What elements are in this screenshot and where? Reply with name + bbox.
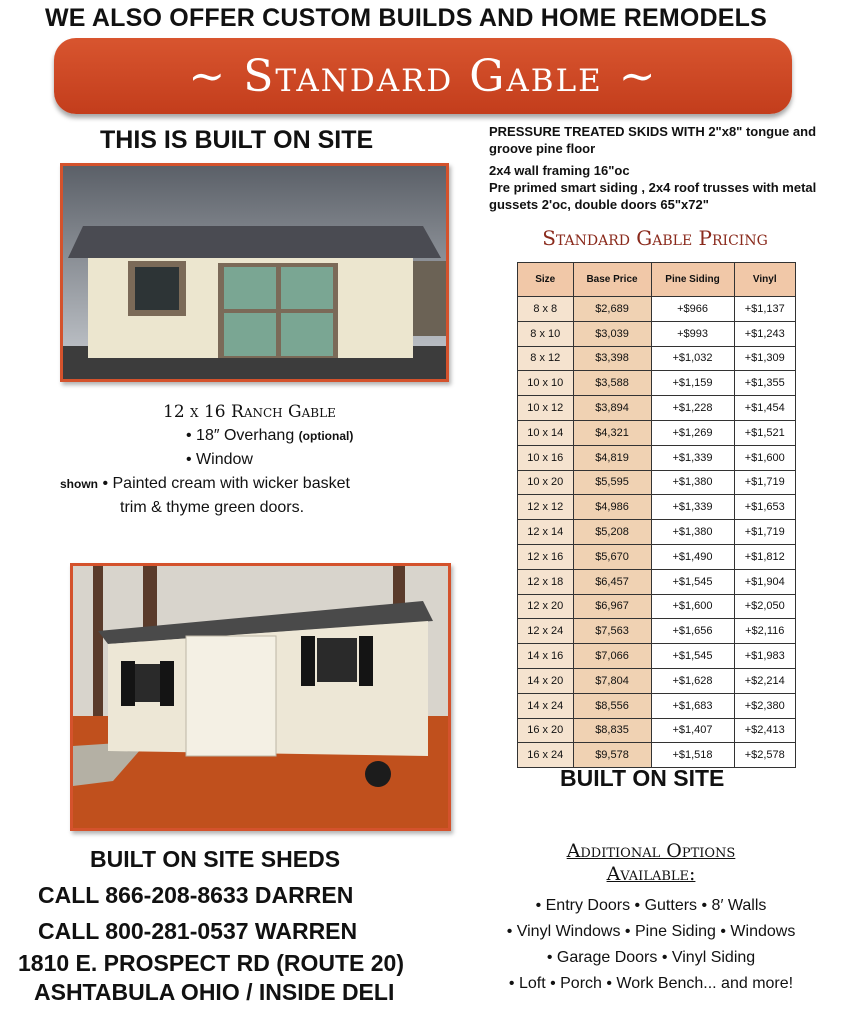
pricing-table [517,262,796,768]
cell-base-price: $7,563 [573,619,651,644]
cell-vinyl: +$1,904 [734,569,796,594]
pricing-row [518,569,796,594]
caption-bullet-window: • Window [186,451,253,468]
pricing-row [518,718,796,743]
cell-size: 12 x 24 [518,619,574,644]
pricing-row [518,495,796,520]
contact-city: ASHTABULA OHIO / INSIDE DELI [34,979,395,1005]
caption-title: 12 x 16 Ranch Gable [163,402,336,422]
additional-options-title-line1: Additional Options [566,840,736,862]
cell-pine-siding: +$993 [651,321,734,346]
caption-overhang-text: • 18″ Overhang [186,427,295,444]
cell-base-price: $3,039 [573,321,651,346]
top-headline: WE ALSO OFFER CUSTOM BUILDS AND HOME REMODELS [45,4,767,32]
built-on-site-title: THIS IS BUILT ON SITE [100,126,374,154]
cell-base-price: $4,986 [573,495,651,520]
cell-size: 8 x 8 [518,297,574,322]
cell-vinyl: +$1,653 [734,495,796,520]
cell-base-price: $5,208 [573,520,651,545]
pricing-row [518,445,796,470]
cell-size: 12 x 14 [518,520,574,545]
cell-vinyl: +$1,719 [734,520,796,545]
cell-pine-siding: +$1,656 [651,619,734,644]
cell-base-price: $7,804 [573,668,651,693]
cell-vinyl: +$1,600 [734,445,796,470]
cell-size: 16 x 24 [518,743,574,768]
additional-options-list [470,893,832,997]
cell-pine-siding: +$1,407 [651,718,734,743]
cell-vinyl: +$1,243 [734,321,796,346]
contact-address: 1810 E. PROSPECT RD (ROUTE 20) [18,950,404,976]
cell-size: 10 x 14 [518,420,574,445]
pricing-row [518,743,796,768]
spec-line-3: Pre primed smart siding , 2x4 roof trusses with metal gussets 2'oc, double doors 65"x72" [489,180,817,212]
cell-base-price: $8,556 [573,693,651,718]
cell-vinyl: +$1,454 [734,396,796,421]
cell-pine-siding: +$1,339 [651,495,734,520]
built-on-site-footer: BUILT ON SITE [560,765,725,791]
cell-pine-siding: +$1,228 [651,396,734,421]
cell-vinyl: +$1,521 [734,420,796,445]
cell-pine-siding: +$1,339 [651,445,734,470]
pricing-row [518,619,796,644]
cell-base-price: $3,398 [573,346,651,371]
header-vinyl: Vinyl [734,263,796,297]
pricing-row [518,544,796,569]
cell-base-price: $6,457 [573,569,651,594]
contact-phone-warren[interactable]: CALL 800-281-0537 WARREN [38,918,358,944]
caption-shown-label: shown [60,477,98,491]
cell-base-price: $7,066 [573,644,651,669]
cell-vinyl: +$2,413 [734,718,796,743]
cell-pine-siding: +$1,628 [651,668,734,693]
pricing-row [518,668,796,693]
options-line-1: • Entry Doors • Gutters • 8′ Walls [535,897,767,914]
pricing-row [518,470,796,495]
cell-pine-siding: +$1,269 [651,420,734,445]
cell-pine-siding: +$1,380 [651,470,734,495]
cell-vinyl: +$1,983 [734,644,796,669]
cell-base-price: $2,689 [573,297,651,322]
pricing-row [518,321,796,346]
shed-photo-autumn [70,563,451,831]
cell-pine-siding: +$1,032 [651,346,734,371]
pricing-row [518,297,796,322]
header-base-price: Base Price [573,263,651,297]
pricing-row [518,693,796,718]
cell-size: 8 x 12 [518,346,574,371]
caption-paint-text: • Painted cream with wicker basket [102,475,350,492]
cell-vinyl: +$1,719 [734,470,796,495]
cell-size: 14 x 16 [518,644,574,669]
caption-optional-note: (optional) [298,429,354,443]
caption-bullet-overhang [60,424,460,448]
cell-pine-siding: +$1,545 [651,569,734,594]
cell-size: 16 x 20 [518,718,574,743]
pricing-row [518,594,796,619]
contact-block [18,841,478,1007]
options-line-2: • Vinyl Windows • Pine Siding • Windows [506,923,796,940]
cell-size: 10 x 10 [518,371,574,396]
caption-paint-cont: trim & thyme green doors. [120,499,305,516]
cell-vinyl: +$2,050 [734,594,796,619]
cell-base-price: $8,835 [573,718,651,743]
options-line-4: • Loft • Porch • Work Bench... and more! [508,975,794,992]
cell-vinyl: +$1,812 [734,544,796,569]
pricing-body [518,297,796,768]
cell-pine-siding: +$966 [651,297,734,322]
header-pine-siding: Pine Siding [651,263,734,297]
cell-size: 14 x 20 [518,668,574,693]
cell-pine-siding: +$1,518 [651,743,734,768]
shed-photo-ranch [60,163,449,382]
cell-size: 10 x 12 [518,396,574,421]
cell-pine-siding: +$1,380 [651,520,734,545]
cell-vinyl: +$1,309 [734,346,796,371]
pricing-row [518,396,796,421]
spec-line-1: PRESSURE TREATED SKIDS WITH 2"x8" tongue and groove pine floor [489,124,817,156]
pricing-row [518,644,796,669]
pricing-row [518,420,796,445]
cell-size: 12 x 16 [518,544,574,569]
pricing-row [518,346,796,371]
cell-vinyl: +$1,137 [734,297,796,322]
pricing-row [518,520,796,545]
contact-phone-darren[interactable]: CALL 866-208-8633 DARREN [38,882,354,908]
cell-base-price: $3,894 [573,396,651,421]
cell-pine-siding: +$1,683 [651,693,734,718]
cell-vinyl: +$2,578 [734,743,796,768]
additional-options-title [486,840,816,886]
cell-size: 10 x 16 [518,445,574,470]
cell-vinyl: +$2,116 [734,619,796,644]
cell-base-price: $5,670 [573,544,651,569]
cell-base-price: $4,819 [573,445,651,470]
cell-size: 12 x 12 [518,495,574,520]
specs-block [489,123,834,213]
header-size: Size [518,263,574,297]
cell-pine-siding: +$1,490 [651,544,734,569]
contact-line-sheds: BUILT ON SITE SHEDS [90,846,341,872]
cell-size: 10 x 20 [518,470,574,495]
cell-base-price: $9,578 [573,743,651,768]
cell-size: 12 x 18 [518,569,574,594]
cell-vinyl: +$2,380 [734,693,796,718]
pricing-header-row [518,263,796,297]
pricing-title: Standard Gable Pricing [542,226,768,250]
cell-base-price: $4,321 [573,420,651,445]
photo-caption [60,400,460,520]
caption-bullet-paint [60,472,460,496]
cell-size: 8 x 10 [518,321,574,346]
cell-base-price: $3,588 [573,371,651,396]
cell-vinyl: +$2,214 [734,668,796,693]
cell-size: 12 x 20 [518,594,574,619]
banner-title: ~ Standard Gable ~ [54,38,792,114]
options-line-3: • Garage Doors • Vinyl Siding [546,949,756,966]
cell-vinyl: +$1,355 [734,371,796,396]
cell-pine-siding: +$1,545 [651,644,734,669]
cell-pine-siding: +$1,159 [651,371,734,396]
cell-base-price: $6,967 [573,594,651,619]
additional-options-title-line2: Available: [606,863,696,885]
cell-pine-siding: +$1,600 [651,594,734,619]
spec-line-2: 2x4 wall framing 16"oc [489,163,630,178]
cell-base-price: $5,595 [573,470,651,495]
cell-size: 14 x 24 [518,693,574,718]
pricing-row [518,371,796,396]
